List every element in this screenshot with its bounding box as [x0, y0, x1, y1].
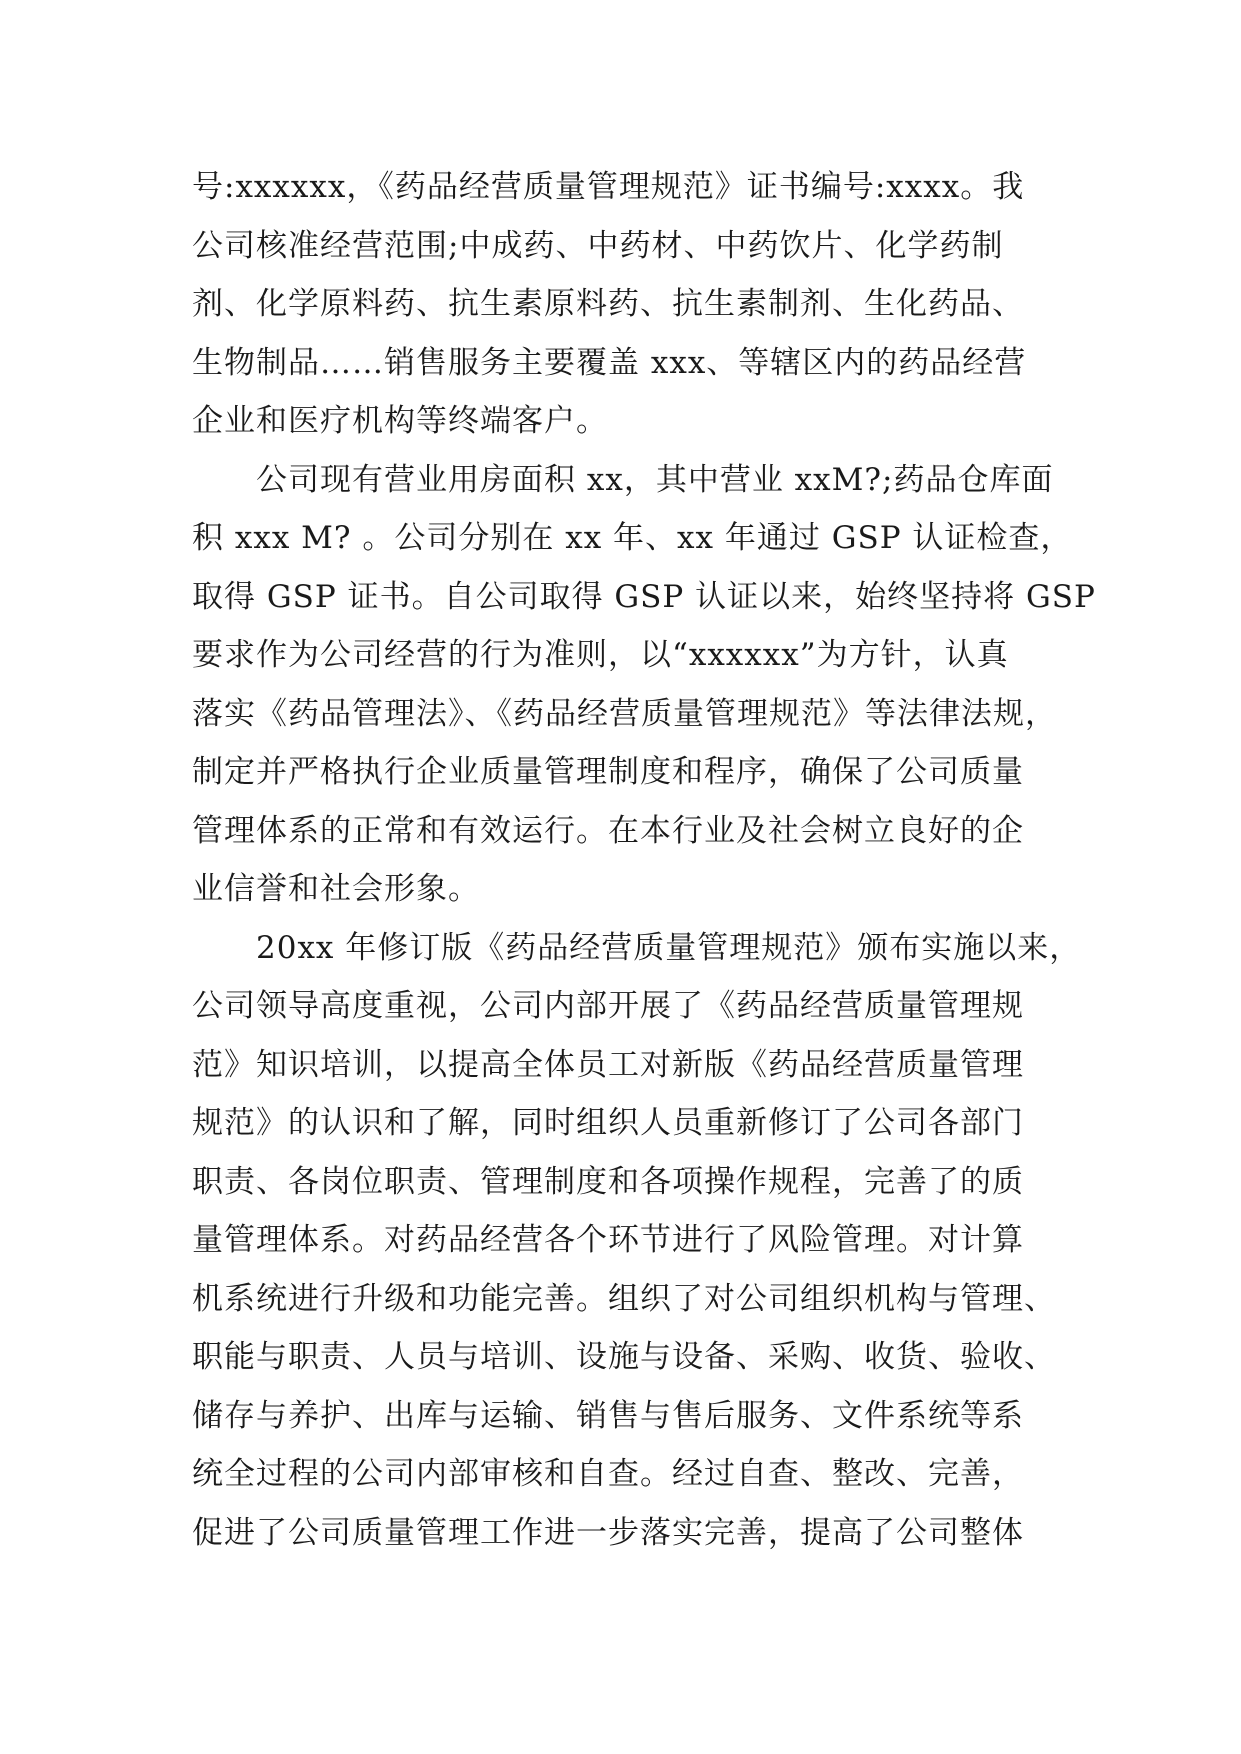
text-line: 职能与职责、人员与培训、设施与设备、采购、收货、验收、 — [192, 1339, 1056, 1375]
text-line: 规范》的认识和了解，同时组织人员重新修订了公司各部门 — [192, 1105, 1024, 1141]
text-line: 生物制品……销售服务主要覆盖 xxx、等辖区内的药品经营 — [192, 344, 1027, 381]
text-line: 职责、各岗位职责、管理制度和各项操作规程，完善了的质 — [192, 1163, 1024, 1200]
text-line: 积 xxx M? 。公司分别在 xx 年、xx 年通过 GSP 认证检查， — [192, 520, 1073, 556]
paragraph-3 — [192, 919, 1082, 1563]
text-line: 制定并严格执行企业质量管理制度和程序，确保了公司质量 — [192, 754, 1024, 790]
text-line: 管理体系的正常和有效运行。在本行业及社会树立良好的企 — [192, 812, 1024, 849]
text-line: 范》知识培训，以提高全体员工对新版《药品经营质量管理 — [192, 1046, 1024, 1083]
text-line: 机系统进行升级和功能完善。组织了对公司组织机构与管理、 — [192, 1280, 1056, 1317]
text-line: 20xx 年修订版《药品经营质量管理规范》颁布实施以来， — [256, 929, 1082, 966]
paragraph-2 — [192, 451, 1096, 919]
text-line: 落实《药品管理法》、《药品经营质量管理规范》等法律法规， — [192, 695, 1057, 732]
text-line: 公司现有营业用房面积 xx，其中营业 xxM?;药品仓库面 — [256, 461, 1054, 498]
text-line: 要求作为公司经营的行为准则，以“xxxxxx”为方针，认真 — [192, 637, 1009, 673]
text-line: 量管理体系。对药品经营各个环节进行了风险管理。对计算 — [192, 1222, 1024, 1258]
text-line: 取得 GSP 证书。自公司取得 GSP 认证以来，始终坚持将 GSP — [192, 578, 1096, 615]
text-line: 号:xxxxxx，《药品经营质量管理规范》证书编号:xxxx。我 — [192, 169, 1025, 205]
text-line: 公司核准经营范围;中成药、中药材、中药饮片、化学药制 — [192, 227, 1004, 264]
text-line: 统全过程的公司内部审核和自查。经过自查、整改、完善， — [192, 1456, 1024, 1492]
text-line: 剂、化学原料药、抗生素原料药、抗生素制剂、生化药品、 — [192, 286, 1024, 322]
text-line: 促进了公司质量管理工作进一步落实完善，提高了公司整体 — [192, 1514, 1024, 1551]
text-line: 储存与养护、出库与运输、销售与售后服务、文件系统等系 — [192, 1397, 1024, 1434]
paragraph-1 — [192, 158, 1072, 451]
body-text — [192, 158, 1096, 1562]
text-line: 企业和医疗机构等终端客户。 — [192, 403, 608, 439]
text-line: 业信誉和社会形象。 — [192, 871, 480, 907]
text-line: 公司领导高度重视，公司内部开展了《药品经营质量管理规 — [192, 988, 1024, 1024]
